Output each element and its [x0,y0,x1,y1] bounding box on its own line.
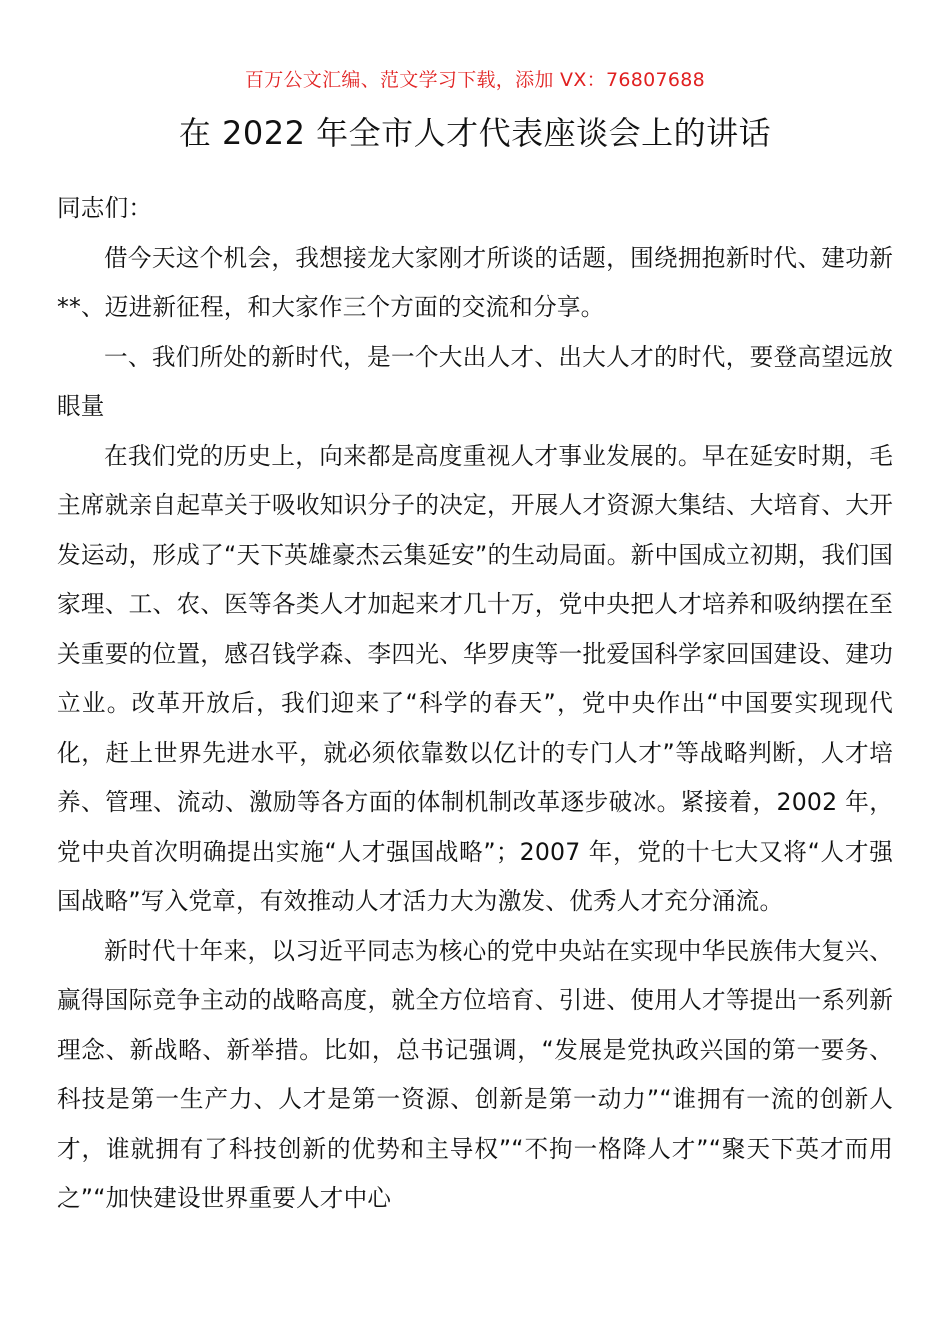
document-title: 在 2022 年全市人才代表座谈会上的讲话 [178,114,772,152]
paragraph-intro: 借今天这个机会，我想接龙大家刚才所谈的话题，围绕拥抱新时代、建功新**、迈进新征程，和大家作三个方面的交流和分享。 [57,243,893,321]
section-heading-1: 一、我们所处的新时代，是一个大出人才、出大人才的时代，要登高望远放眼量 [57,342,893,420]
document-body [57,184,893,1224]
salutation: 同志们： [57,194,153,222]
paragraph-history: 在我们党的历史上，向来都是高度重视人才事业发展的。早在延安时期，毛主席就亲自起草关于吸收知识分子的决定，开展人才资源大集结、大培育、大开发运动，形成了“天下英雄豪杰云集延安”的生动局面。新中国成立初期，我们国家理、工、农、医等各类人才加起来才几十万，党中央把人才培养和吸纳摆在至关重要的位置，感召钱学森、李四光、华罗庚等一批爱国科学家回国建设、建功立业。改革开放后，我们迎来了“科学的春天”，党中央作出“中国要实现现代化，赶上世界先进水平，就必须依靠数以亿计的专门人才”等战略判断，人才培养、管理、流动、激励等各方面的体制机制改革逐步破冰。紧接着，2002 年，党中央首次明确提出实施“人才强国战略”；2007 年，党的十七大又将“人才强国战略”写入党章，有效推动人才活力大为激发、优秀人才充分涌流。 [57,441,893,915]
paragraph-new-era: 新时代十年来，以习近平同志为核心的党中央站在实现中华民族伟大复兴、赢得国际竞争主动的战略高度，就全方位培育、引进、使用人才等提出一系列新理念、新战略、新举措。比如，总书记强调，“发展是党执政兴国的第一要务、科技是第一生产力、人才是第一资源、创新是第一动力”“谁拥有一流的创新人才，谁就拥有了科技创新的优势和主导权”“不拘一格降人才”“聚天下英才而用之”“加快建设世界重要人才中心 [57,936,893,1212]
promo-banner: 百万公文汇编、范文学习下载，添加 VX：76807688 [244,69,706,91]
